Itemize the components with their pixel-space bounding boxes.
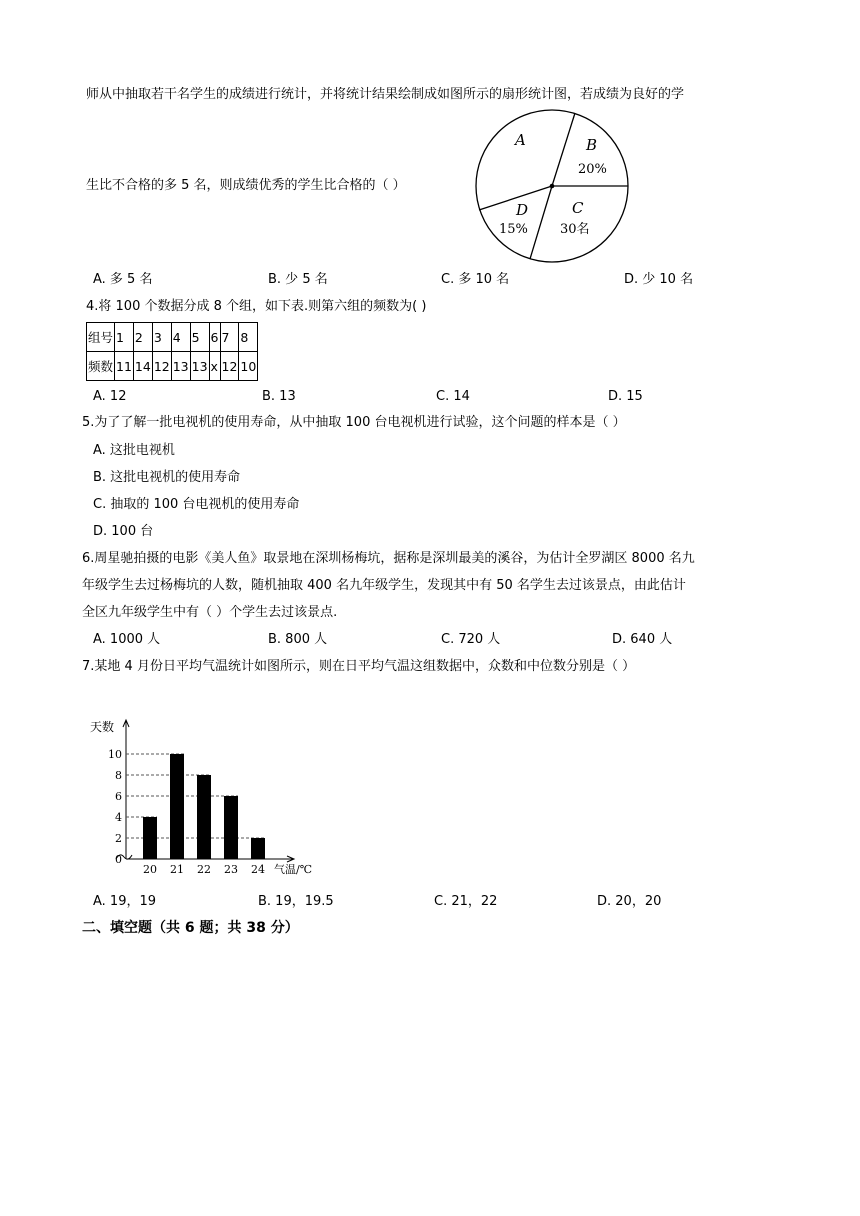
q4-option-a[interactable]: A. 12 <box>93 389 127 404</box>
q3-option-b[interactable]: B. 少 5 名 <box>268 272 328 287</box>
q4-option-b[interactable]: B. 13 <box>262 389 296 404</box>
q3-line2: 生比不合格的多 5 名，则成绩优秀的学生比合格的（ ） <box>86 178 406 193</box>
q4-stem: 4.将 100 个数据分成 8 个组，如下表.则第六组的频数为( ) <box>86 299 427 314</box>
section-title: 二、填空题（共 6 题；共 38 分） <box>82 920 299 936</box>
table-cell: 8 <box>239 323 258 352</box>
frequency-table <box>86 322 258 381</box>
table-row-freqs <box>87 352 258 381</box>
table-cell: 4 <box>171 323 190 352</box>
table-cell: 13 <box>171 352 190 381</box>
y-axis-label: 天数 <box>90 720 115 734</box>
y-tick-label: 10 <box>108 748 122 761</box>
y-tick-label: 6 <box>115 790 122 803</box>
q3-option-c[interactable]: C. 多 10 名 <box>441 272 510 287</box>
bar <box>170 754 184 859</box>
q3-line1: 师从中抽取若干名学生的成绩进行统计，并将统计结果绘制成如图所示的扇形统计图，若成绩为良好的学 <box>86 87 685 102</box>
q6-option-d[interactable]: D. 640 人 <box>612 632 673 647</box>
pie-chart <box>470 106 636 266</box>
table-cell: x <box>209 352 220 381</box>
y-tick-label: 8 <box>115 769 122 782</box>
q4-option-c[interactable]: C. 14 <box>436 389 470 404</box>
table-cell: 2 <box>133 323 152 352</box>
x-tick-label: 21 <box>170 863 184 876</box>
q6-line3: 全区九年级学生中有（ ）个学生去过该景点. <box>82 605 338 620</box>
y-tick-label: 0 <box>115 853 122 866</box>
table-header-label: 组号 <box>87 323 115 352</box>
table-cell: 1 <box>115 323 134 352</box>
q7-stem: 7.某地 4 月份日平均气温统计如图所示，则在日平均气温这组数据中，众数和中位数分别是（ ） <box>82 659 636 674</box>
q7-option-a[interactable]: A. 19，19 <box>93 894 157 909</box>
q7-option-c[interactable]: C. 21，22 <box>434 894 498 909</box>
pie-label-b: B <box>586 136 598 154</box>
q6-option-c[interactable]: C. 720 人 <box>441 632 501 647</box>
x-tick-label: 24 <box>251 863 265 876</box>
x-tick-label: 23 <box>224 863 238 876</box>
q4-option-d[interactable]: D. 15 <box>608 389 643 404</box>
table-cell: 13 <box>190 352 209 381</box>
q3-option-a[interactable]: A. 多 5 名 <box>93 272 153 287</box>
bar <box>224 796 238 859</box>
table-cell: 11 <box>115 352 134 381</box>
table-cell: 6 <box>209 323 220 352</box>
q5-stem: 5.为了了解一批电视机的使用寿命，从中抽取 100 台电视机进行试验，这个问题的样本是（ ） <box>82 415 626 430</box>
table-cell: 12 <box>152 352 171 381</box>
q6-line1: 6.周星驰拍摄的电影《美人鱼》取景地在深圳杨梅坑，据称是深圳最美的溪谷，为估计全罗湖区 8000 名九 <box>82 551 695 566</box>
table-cell: 12 <box>220 352 239 381</box>
bar <box>143 817 157 859</box>
q6-line2: 年级学生去过杨梅坑的人数，随机抽取 400 名九年级学生，发现其中有 50 名学生去过该景点，由此估计 <box>82 578 686 593</box>
x-tick-label: 20 <box>143 863 157 876</box>
table-cell: 7 <box>220 323 239 352</box>
q7-option-b[interactable]: B. 19，19.5 <box>258 894 334 909</box>
x-tick-label: 22 <box>197 863 211 876</box>
pie-pct-d: 15% <box>499 222 528 237</box>
table-freq-label: 频数 <box>87 352 115 381</box>
bar <box>197 775 211 859</box>
q6-option-a[interactable]: A. 1000 人 <box>93 632 161 647</box>
table-row-groups <box>87 323 258 352</box>
q3-option-d[interactable]: D. 少 10 名 <box>624 272 694 287</box>
pie-pct-c: 30名 <box>560 222 590 237</box>
q5-option-d[interactable]: D. 100 台 <box>93 524 154 539</box>
x-axis-label: 气温/℃ <box>274 863 313 876</box>
y-tick-label: 4 <box>115 811 122 824</box>
bar-chart <box>88 713 338 883</box>
table-cell: 14 <box>133 352 152 381</box>
pie-label-c: C <box>572 199 584 217</box>
q7-option-d[interactable]: D. 20，20 <box>597 894 662 909</box>
pie-label-a: A <box>515 131 526 149</box>
table-cell: 5 <box>190 323 209 352</box>
q5-option-a[interactable]: A. 这批电视机 <box>93 443 175 458</box>
y-tick-label: 2 <box>115 832 122 845</box>
pie-label-d: D <box>516 201 529 219</box>
table-cell: 3 <box>152 323 171 352</box>
pie-pct-b: 20% <box>578 162 607 177</box>
q6-option-b[interactable]: B. 800 人 <box>268 632 328 647</box>
q5-option-b[interactable]: B. 这批电视机的使用寿命 <box>93 470 241 485</box>
table-cell: 10 <box>239 352 258 381</box>
q5-option-c[interactable]: C. 抽取的 100 台电视机的使用寿命 <box>93 497 300 512</box>
bar <box>251 838 265 859</box>
